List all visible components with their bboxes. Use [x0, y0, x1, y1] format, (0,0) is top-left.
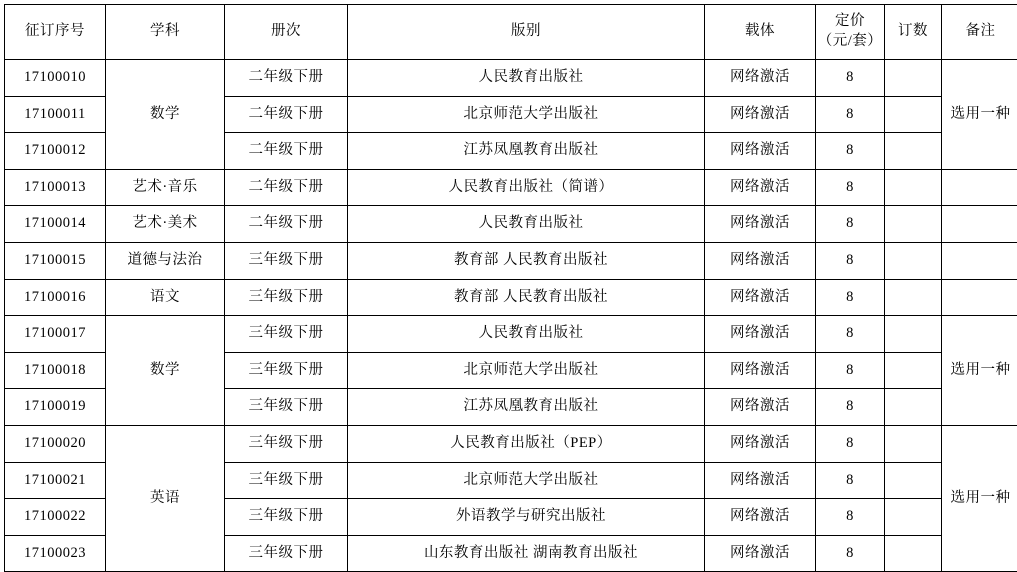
cell-edition: 北京师范大学出版社	[348, 462, 705, 499]
cell-quantity[interactable]	[885, 242, 942, 279]
cell-quantity[interactable]	[885, 425, 942, 462]
cell-quantity[interactable]	[885, 389, 942, 426]
cell-edition: 外语教学与研究出版社	[348, 499, 705, 536]
cell-edition: 北京师范大学出版社	[348, 352, 705, 389]
cell-subject: 英语	[106, 425, 225, 571]
cell-note: 选用一种	[942, 60, 1017, 170]
cell-serial: 17100012	[5, 133, 106, 170]
cell-price: 8	[816, 60, 885, 97]
cell-volume: 二年级下册	[225, 133, 348, 170]
cell-carrier: 网络激活	[705, 352, 816, 389]
cell-price: 8	[816, 389, 885, 426]
cell-quantity[interactable]	[885, 96, 942, 133]
cell-serial: 17100019	[5, 389, 106, 426]
cell-subject: 道德与法治	[106, 242, 225, 279]
cell-serial: 17100013	[5, 169, 106, 206]
cell-subject: 艺术·音乐	[106, 169, 225, 206]
cell-volume: 三年级下册	[225, 535, 348, 572]
cell-edition: 教育部 人民教育出版社	[348, 279, 705, 316]
cell-edition: 人民教育出版社（PEP）	[348, 425, 705, 462]
column-header-edition: 版别	[348, 5, 705, 60]
table-header-row	[5, 5, 1017, 60]
cell-subject: 数学	[106, 60, 225, 170]
cell-serial: 17100011	[5, 96, 106, 133]
cell-carrier: 网络激活	[705, 462, 816, 499]
cell-price: 8	[816, 169, 885, 206]
column-header-serial: 征订序号	[5, 5, 106, 60]
cell-carrier: 网络激活	[705, 425, 816, 462]
cell-edition: 人民教育出版社（简谱）	[348, 169, 705, 206]
cell-price: 8	[816, 316, 885, 353]
cell-quantity[interactable]	[885, 499, 942, 536]
cell-volume: 三年级下册	[225, 389, 348, 426]
cell-note: 选用一种	[942, 316, 1017, 426]
cell-edition: 江苏凤凰教育出版社	[348, 389, 705, 426]
cell-volume: 三年级下册	[225, 242, 348, 279]
cell-edition: 北京师范大学出版社	[348, 96, 705, 133]
table-row	[5, 60, 1017, 97]
cell-serial: 17100010	[5, 60, 106, 97]
column-header-price-line2: （元/套）	[818, 32, 883, 52]
table-row	[5, 279, 1017, 316]
cell-subject: 艺术·美术	[106, 206, 225, 243]
column-header-price	[816, 5, 885, 60]
column-header-carrier: 载体	[705, 5, 816, 60]
cell-edition: 人民教育出版社	[348, 60, 705, 97]
cell-carrier: 网络激活	[705, 535, 816, 572]
cell-carrier: 网络激活	[705, 499, 816, 536]
cell-note	[942, 242, 1017, 279]
table-row	[5, 425, 1017, 462]
cell-note: 选用一种	[942, 425, 1017, 571]
cell-serial: 17100021	[5, 462, 106, 499]
cell-carrier: 网络激活	[705, 242, 816, 279]
cell-note	[942, 169, 1017, 206]
table-row	[5, 206, 1017, 243]
cell-serial: 17100016	[5, 279, 106, 316]
column-header-subject: 学科	[106, 5, 225, 60]
cell-carrier: 网络激活	[705, 96, 816, 133]
cell-volume: 三年级下册	[225, 462, 348, 499]
cell-price: 8	[816, 499, 885, 536]
cell-volume: 二年级下册	[225, 169, 348, 206]
cell-carrier: 网络激活	[705, 316, 816, 353]
cell-price: 8	[816, 242, 885, 279]
cell-price: 8	[816, 279, 885, 316]
cell-serial: 17100014	[5, 206, 106, 243]
cell-volume: 三年级下册	[225, 352, 348, 389]
cell-volume: 三年级下册	[225, 279, 348, 316]
cell-edition: 江苏凤凰教育出版社	[348, 133, 705, 170]
cell-quantity[interactable]	[885, 60, 942, 97]
column-header-quantity: 订数	[885, 5, 942, 60]
cell-quantity[interactable]	[885, 535, 942, 572]
cell-serial: 17100020	[5, 425, 106, 462]
cell-serial: 17100022	[5, 499, 106, 536]
cell-carrier: 网络激活	[705, 169, 816, 206]
table-header	[5, 5, 1017, 60]
cell-serial: 17100018	[5, 352, 106, 389]
cell-edition: 教育部 人民教育出版社	[348, 242, 705, 279]
column-header-note: 备注	[942, 5, 1017, 60]
cell-carrier: 网络激活	[705, 60, 816, 97]
cell-volume: 二年级下册	[225, 60, 348, 97]
cell-quantity[interactable]	[885, 133, 942, 170]
cell-price: 8	[816, 96, 885, 133]
cell-subject: 语文	[106, 279, 225, 316]
cell-quantity[interactable]	[885, 279, 942, 316]
document-page	[0, 4, 1017, 564]
cell-quantity[interactable]	[885, 169, 942, 206]
cell-volume: 三年级下册	[225, 316, 348, 353]
cell-note	[942, 206, 1017, 243]
cell-volume: 二年级下册	[225, 206, 348, 243]
cell-quantity[interactable]	[885, 352, 942, 389]
column-header-price-line1: 定价	[835, 12, 865, 32]
cell-price: 8	[816, 352, 885, 389]
cell-edition: 人民教育出版社	[348, 206, 705, 243]
cell-subject: 数学	[106, 316, 225, 426]
cell-serial: 17100017	[5, 316, 106, 353]
cell-volume: 三年级下册	[225, 425, 348, 462]
cell-price: 8	[816, 425, 885, 462]
column-header-volume: 册次	[225, 5, 348, 60]
table-body	[5, 60, 1017, 572]
cell-quantity[interactable]	[885, 316, 942, 353]
cell-carrier: 网络激活	[705, 389, 816, 426]
cell-price: 8	[816, 133, 885, 170]
cell-serial: 17100023	[5, 535, 106, 572]
cell-quantity[interactable]	[885, 462, 942, 499]
cell-quantity[interactable]	[885, 206, 942, 243]
cell-note	[942, 279, 1017, 316]
textbook-order-table	[4, 4, 1017, 572]
cell-price: 8	[816, 535, 885, 572]
cell-edition: 山东教育出版社 湖南教育出版社	[348, 535, 705, 572]
cell-carrier: 网络激活	[705, 279, 816, 316]
cell-carrier: 网络激活	[705, 206, 816, 243]
cell-price: 8	[816, 206, 885, 243]
cell-price: 8	[816, 462, 885, 499]
cell-carrier: 网络激活	[705, 133, 816, 170]
cell-serial: 17100015	[5, 242, 106, 279]
table-row	[5, 242, 1017, 279]
cell-volume: 二年级下册	[225, 96, 348, 133]
table-row	[5, 316, 1017, 353]
cell-volume: 三年级下册	[225, 499, 348, 536]
table-row	[5, 169, 1017, 206]
cell-edition: 人民教育出版社	[348, 316, 705, 353]
